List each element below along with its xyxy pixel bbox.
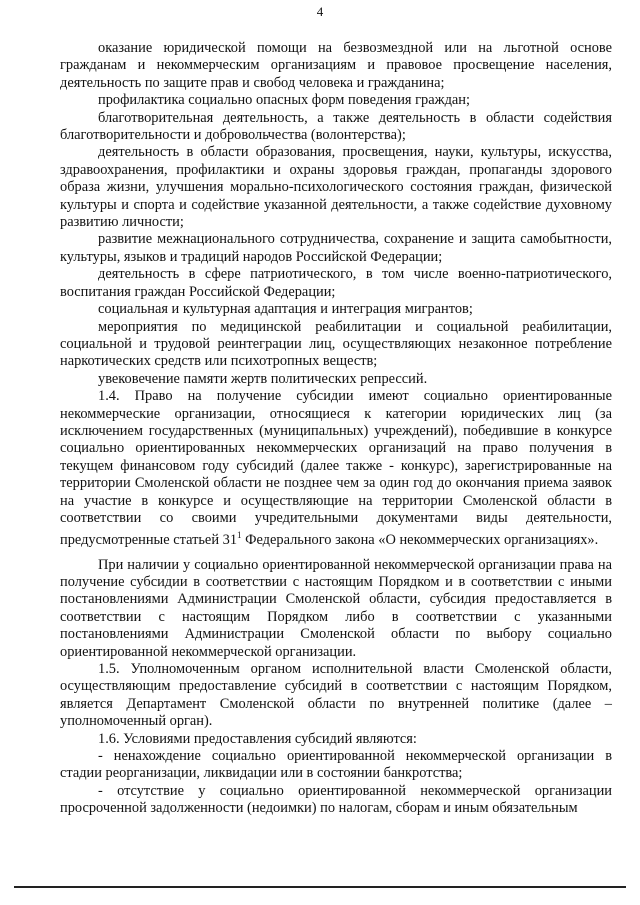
document-body <box>60 40 612 818</box>
paragraph: профилактика социально опасных форм поведения граждан; <box>98 92 470 109</box>
paragraph: благотворительная деятельность, а также деятельность в области содействия благотворительности и добровольчества (волонтерства); <box>60 109 612 144</box>
paragraph: деятельность в сфере патриотического, в том числе военно-патриотического, воспитания граждан Российской Федерации; <box>60 266 612 300</box>
paragraph-1-4-text: 1.4. Право на получение субсидии имеют социально ориентированные некоммерческие организации, относящиеся к категории юридических лиц (за исключением государственных (муниципальных) учреждений), победившие в конкурсе социально ориентированных некоммерческих организаций на право получения в текущем финансовом году субсидий (далее также - конкурс), зарегистрированные на территории Смоленской области не позднее чем за один год до окончания приема заявок на участие в конкурсе и осуществляющие на территории Смоленской области в соответствии со своими учредительными документами виды деятельности, предусмотренные статьей 31 <box>60 388 612 549</box>
paragraph: деятельность в области образования, просвещения, науки, культуры, искусства, здравоохранения, профилактики и охраны здоровья граждан, пропаганды здорового образа жизни, улучшения морально-психологического состояния граждан, физической культуры и спорта и содействие указанной деятельности, а также содействие духовному развитию личности; <box>60 144 612 231</box>
paragraph-1-4-tail: Федерального закона «О некоммерческих организациях». <box>241 532 599 549</box>
page-number: 4 <box>316 4 324 19</box>
paragraph-1-4 <box>60 388 612 549</box>
footnote-superscript: 1 <box>237 530 242 541</box>
paragraph-1-4-continued: При наличии у социально ориентированной некоммерческой организации права на получение субсидии в соответствии с настоящим Порядком и в соответствии с иными постановлениями Администрации Смоленской области, субсидия предоставляется в соответствии с настоящим Порядком либо в соответствии с указанными постановлениями Администрации Смоленской области по выбору социально ориентированной некоммерческой организации. <box>60 556 612 660</box>
paragraph-1-6: 1.6. Условиями предоставления субсидий являются: <box>98 730 417 747</box>
paragraph: мероприятия по медицинской реабилитации и социальной реабилитации, социальной и трудовой реинтеграции лиц, осуществляющих незаконное потребление наркотических средств или психотропных веществ; <box>60 318 612 370</box>
paragraph: оказание юридической помощи на безвозмездной или на льготной основе гражданам и некоммерческим организациям и правовое просвещение населения, деятельность по защите прав и свобод человека и гражданина; <box>60 40 612 91</box>
paragraph-1-6-item: - отсутствие у социально ориентированной некоммерческой организации просроченной задолженности (недоимки) по налогам, сборам и иным обязательным <box>60 782 612 817</box>
paragraph: социальная и культурная адаптация и интеграция мигрантов; <box>98 301 473 318</box>
paragraph-1-6-item: - ненахождение социально ориентированной некоммерческой организации в стадии реорганизации, ликвидации или в состоянии банкротства; <box>60 748 612 782</box>
paragraph: развитие межнационального сотрудничества, сохранение и защита самобытности, культуры, языков и традиций народов Российской Федерации; <box>60 231 612 265</box>
page-bottom-rule <box>14 886 626 888</box>
paragraph-1-5: 1.5. Уполномоченным органом исполнительной власти Смоленской области, осуществляющим предоставление субсидий в соответствии с настоящим Порядком, является Департамент Смоленской области по внутренней политике (далее – уполномоченный орган). <box>60 661 612 730</box>
paragraph: увековечение памяти жертв политических репрессий. <box>98 370 428 387</box>
